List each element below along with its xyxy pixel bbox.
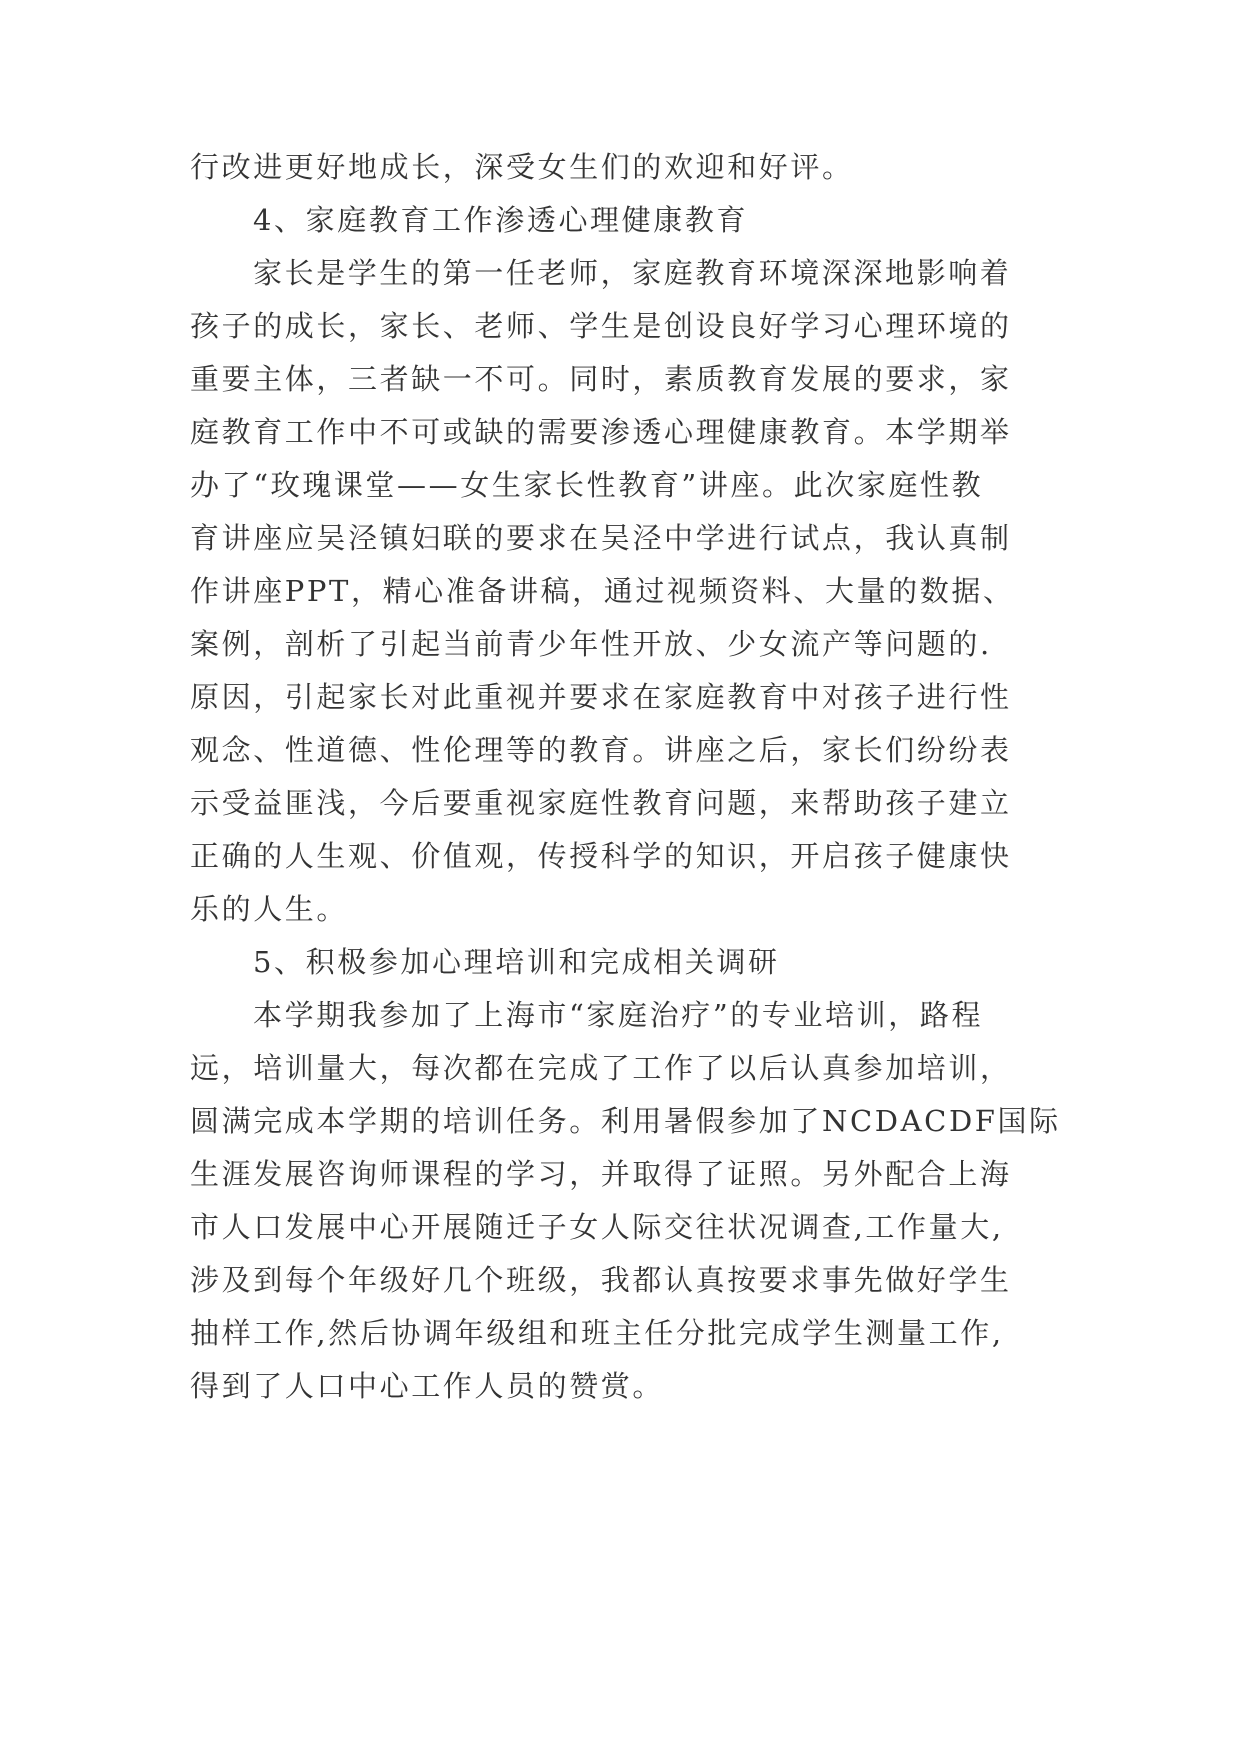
body-text-line: 观念、性道德、性伦理等的教育。讲座之后，家长们纷纷表	[190, 733, 1012, 767]
body-text-line: 办了“玫瑰课堂——女生家长性教育”讲座。此次家庭性教	[190, 468, 984, 502]
body-text-line: 庭教育工作中不可或缺的需要渗透心理健康教育。本学期举	[190, 415, 1012, 449]
body-text-line: 行改进更好地成长，深受女生们的欢迎和好评。	[190, 150, 854, 184]
body-text-line: 远，培训量大，每次都在完成了工作了以后认真参加培训，	[190, 1051, 1012, 1085]
body-text-line: 圆满完成本学期的培训任务。利用暑假参加了NCDACDF国际	[190, 1104, 1061, 1138]
body-text-line: 抽样工作,然后协调年级组和班主任分批完成学生测量工作,	[190, 1316, 1004, 1350]
body-text-line: 作讲座PPT，精心准备讲稿，通过视频资料、大量的数据、	[190, 574, 1015, 608]
body-text-line: 生涯发展咨询师课程的学习，并取得了证照。另外配合上海	[190, 1157, 1012, 1191]
body-text-line: 案例，剖析了引起当前青少年性开放、少女流产等问题的.	[190, 627, 992, 661]
body-text-line: 孩子的成长，家长、老师、学生是创设良好学习心理环境的	[190, 309, 1012, 343]
body-text-line: 乐的人生。	[190, 892, 349, 926]
section-heading-5: 5、积极参加心理培训和完成相关调研	[253, 945, 780, 979]
paragraph-start-line: 本学期我参加了上海市“家庭治疗”的专业培训，路程	[253, 998, 984, 1032]
paragraph-start-line: 家长是学生的第一任老师，家庭教育环境深深地影响着	[253, 256, 1012, 290]
body-text-line: 原因，引起家长对此重视并要求在家庭教育中对孩子进行性	[190, 680, 1012, 714]
body-text-line: 示受益匪浅，今后要重视家庭性教育问题，来帮助孩子建立	[190, 786, 1012, 820]
body-text-line: 重要主体，三者缺一不可。同时，素质教育发展的要求，家	[190, 362, 1012, 396]
body-text-line: 正确的人生观、价值观，传授科学的知识，开启孩子健康快	[190, 839, 1012, 873]
section-heading-4: 4、家庭教育工作渗透心理健康教育	[253, 203, 749, 237]
body-text-line: 涉及到每个年级好几个班级，我都认真按要求事先做好学生	[190, 1263, 1012, 1297]
body-text-line: 市人口发展中心开展随迁子女人际交往状况调查,工作量大,	[190, 1210, 1004, 1244]
body-text-line: 育讲座应吴泾镇妇联的要求在吴泾中学进行试点，我认真制	[190, 521, 1012, 555]
body-text-line: 得到了人口中心工作人员的赞赏。	[190, 1369, 665, 1403]
